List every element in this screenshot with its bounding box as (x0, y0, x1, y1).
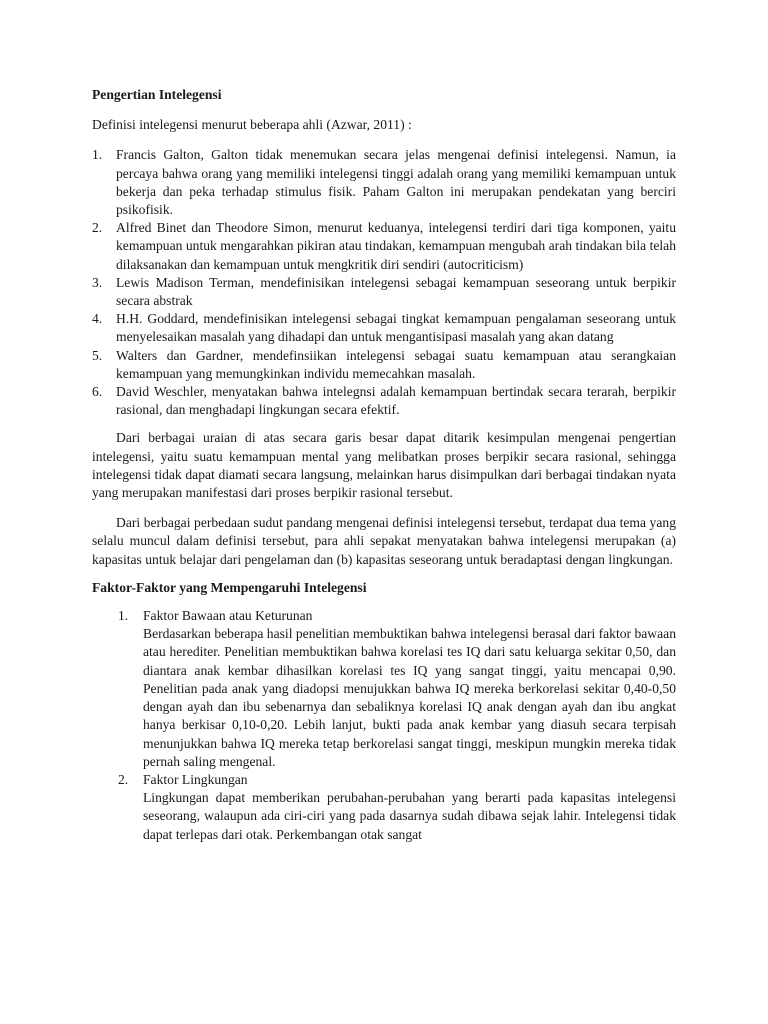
list-number: 2. (92, 220, 103, 236)
list-item-text: David Weschler, menyatakan bahwa intelegnsi adalah kemampuan bertindak secara terarah, berpikir rasional, dan menghadapi lingkungan secara efektif. (116, 384, 676, 418)
list-item (118, 607, 676, 771)
list-item (92, 219, 676, 274)
document-body (92, 86, 676, 844)
factor-description: Lingkungan dapat memberikan perubahan-perubahan yang berarti pada kapasitas intelegensi seseorang, walaupun ada ciri-ciri yang pada dasarnya sudah dibawa sejak lahir. Intelegensi tidak dapat terlepas dari otak. Perkembangan otak sangat (143, 790, 676, 842)
list-number: 5. (92, 347, 103, 363)
list-item (92, 146, 676, 219)
list-item (92, 383, 676, 419)
intro-text: Definisi intelegensi menurut beberapa ahli (Azwar, 2011) : (92, 117, 412, 133)
definitions-list (92, 146, 676, 419)
list-item (118, 771, 676, 844)
list-item-text: Francis Galton, Galton tidak menemukan secara jelas mengenai definisi intelegensi. Namun, ia percaya bahwa orang yang memiliki intelegensi tinggi adalah orang yang memiliki kemampuan untuk bekerja dan peka terhadap stimulus fisik. Paham Galton ini merupakan pendekatan yang berciri psikofisik. (116, 147, 676, 218)
list-number: 6. (92, 384, 103, 400)
themes-paragraph: Dari berbagai perbedaan sudut pandang mengenai definisi intelegensi tersebut, terdapat dua tema yang selalu muncul dalam definisi tersebut, para ahli sepakat menyatakan bahwa intelegensi merupakan (a) kapasitas untuk belajar dari pengelaman dan (b) kapasitas seseorang untuk beradaptasi dengan lingkungan. (92, 515, 676, 567)
list-item (92, 310, 676, 346)
list-number: 2. (118, 771, 129, 787)
factors-list (92, 607, 676, 844)
section-heading: Pengertian Intelegensi (92, 87, 222, 102)
list-item-text: Alfred Binet dan Theodore Simon, menurut keduanya, intelegensi terdiri dari tiga komponen, yaitu kemampuan untuk mengarahkan pikiran atau tindakan, kemampuan mengubah arah tindakan bila telah dilaksanakan dan kemampuan untuk mengkritik diri sendiri (autocriticism) (116, 220, 676, 272)
list-item-text: Lewis Madison Terman, mendefinisikan intelegensi sebagai kemampuan seseorang untuk berpikir secara abstrak (116, 274, 676, 309)
factor-title: Faktor Bawaan atau Keturunan (143, 608, 313, 624)
conclusion-paragraph: Dari berbagai uraian di atas secara garis besar dapat ditarik kesimpulan mengenai pengertian intelegensi, yaitu suatu kemampuan mental yang melibatkan proses berpikir secara rasional, sehingga intelegensi tidak dapat diamati secara langsung, melainkan harus disimpulkan dari berbagai tindakan nyata yang merupakan manifestasi dari proses berpikir rasional tersebut. (92, 430, 676, 501)
factor-description: Berdasarkan beberapa hasil penelitian membuktikan bahwa intelegensi berasal dari faktor bawaan atau herediter. Penelitian membuktikan bahwa korelasi tes IQ dari satu keluarga sekitar 0,50, dan diantara anak kembar dihasilkan korelasi tes IQ yang sangat tinggi, yaitu mencapai 0,90. Penelitian pada anak yang diadopsi menujukkan bahwa IQ mereka berkorelasi sekitar 0,40-0,50 dengan ayah dan ibu sebenarnya dan sebaliknya korelasi IQ anak dengan ayah dan ibu angkat hanya berkisar 0,10-0,20. Lebih lanjut, bukti pada anak kembar yang diasuh secara terpisah menunjukkan bahwa IQ mereka tetap berkorelasi sangat tinggi, meskipun mungkin mereka tidak pernah saling mengenal. (143, 626, 676, 769)
list-number: 1. (118, 608, 129, 624)
list-number: 3. (92, 274, 103, 290)
factor-title: Faktor Lingkungan (143, 771, 248, 787)
list-item-text: H.H. Goddard, mendefinisikan intelegensi sebagai tingkat kemampuan pengalaman seseorang untuk menyelesaikan masalah yang dihadapi dan untuk mengantisipasi masalah yang akan datang (116, 311, 676, 345)
list-item (92, 347, 676, 383)
list-number: 1. (92, 147, 103, 163)
list-number: 4. (92, 311, 103, 327)
list-item-text: Walters dan Gardner, mendefinsiikan intelegensi sebagai suatu kemampuan atau serangkaian kemampuan yang memungkinkan individu memecahkan masalah. (116, 347, 676, 381)
list-item (92, 274, 676, 310)
section-heading-factors: Faktor-Faktor yang Mempengaruhi Intelegensi (92, 579, 367, 595)
